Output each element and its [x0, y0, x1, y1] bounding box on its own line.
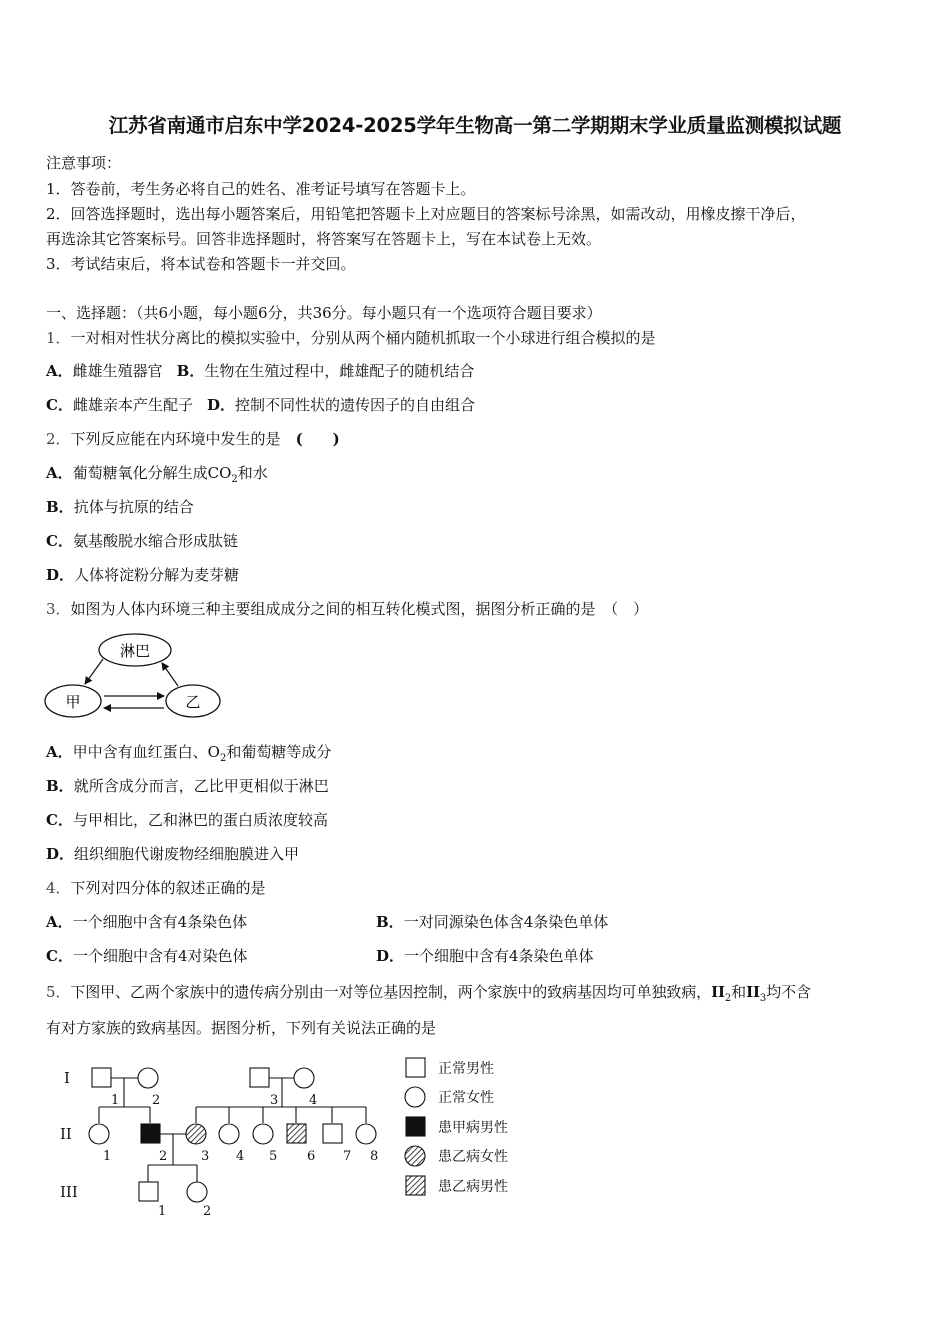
individual-number: 1 — [158, 1204, 167, 1215]
notice-item: 再选涂其它答案标号。回答非选择题时，将答案写在答题卡上，写在本试卷上无效。 — [46, 230, 602, 248]
section-heading: 一、选择题：（共6小题，每小题6分，共36分。每小题只有一个选项符合题目要求） — [46, 304, 602, 322]
option-a-text-end: 和水 — [237, 464, 268, 482]
ii1-female — [89, 1124, 109, 1144]
subscript: 2 — [724, 993, 732, 1004]
option-b-text: 生物在生殖过程中，雌雄配子的随机结合 — [204, 362, 475, 380]
option-a-text: 甲中含有血红蛋白、O — [72, 743, 220, 761]
option-b-label: B． — [46, 498, 74, 516]
question-number: 2． — [46, 430, 71, 448]
legend-normal-female-symbol — [405, 1087, 425, 1107]
subscript: 2 — [219, 753, 227, 764]
question-text: 一对相对性状分离比的模拟实验中，分别从两个桶内随机抓取一个小球进行组合模拟的是 — [70, 329, 656, 347]
option-b-label: B． — [176, 362, 205, 380]
question-4-option-b — [376, 911, 608, 932]
question-text: 下列对四分体的叙述正确的是 — [70, 879, 266, 897]
option-d-text: 控制不同性状的遗传因子的自由组合 — [234, 396, 475, 414]
notice-item: 3．考试结束后，将本试卷和答题卡一并交回。 — [46, 255, 356, 273]
page-title: 江苏省南通市启东中学2024-2025学年生物高一第二学期期末学业质量监测模拟试题 — [108, 114, 842, 137]
individual-number: 1 — [111, 1093, 120, 1108]
legend-disease-b-female-symbol — [405, 1146, 425, 1166]
option-b-label: B． — [376, 913, 404, 931]
question-2-option-d — [46, 564, 239, 585]
option-b-text: 抗体与抗原的结合 — [73, 498, 194, 516]
option-a-label: A． — [46, 913, 73, 931]
option-b-label: B． — [46, 777, 74, 795]
question-text: 下图甲、乙两个家族中的遗传病分别由一对等位基因控制，两个家族中的致病基因均可单独致病， — [70, 983, 712, 1001]
option-c-text: 一个细胞中含有4对染色体 — [72, 947, 248, 965]
question-5-stem-line-2: 有对方家族的致病基因。据图分析，下列有关说法正确的是 — [46, 1019, 437, 1037]
question-3-option-a — [46, 741, 331, 764]
lymph-label: 淋巴 — [119, 642, 151, 660]
option-d-label: D． — [46, 845, 75, 863]
ii8-female — [356, 1124, 376, 1144]
jia-label: 甲 — [65, 693, 81, 711]
legend-disease-a-male-symbol — [406, 1117, 425, 1136]
option-c-text: 雌雄亲本产生配子 — [72, 396, 193, 414]
legend-label: 患乙病男性 — [438, 1179, 508, 1195]
notice-item: 1．答卷前，考生务必将自己的姓名、准考证号填写在答题卡上。 — [46, 180, 476, 198]
question-5-stem — [46, 981, 811, 1004]
question-2-option-a — [46, 462, 268, 485]
option-c-label: C． — [46, 396, 73, 414]
generation-label: I — [64, 1069, 70, 1087]
ii5-female — [253, 1124, 273, 1144]
question-4-stem — [46, 877, 266, 898]
question-1-stem — [46, 327, 656, 348]
option-a-label: A． — [46, 743, 73, 761]
individual-number: 4 — [236, 1149, 245, 1164]
option-c-text: 与甲相比，乙和淋巴的蛋白质浓度较高 — [72, 811, 328, 829]
question-2-option-c — [46, 530, 238, 551]
option-a-text: 一个细胞中含有4条染色体 — [72, 913, 248, 931]
legend-label: 患乙病女性 — [438, 1149, 508, 1165]
individual-number: 6 — [307, 1149, 316, 1164]
arrow-lymph-to-jia — [85, 659, 103, 684]
ii4-female — [219, 1124, 239, 1144]
legend-disease-b-male-symbol — [406, 1176, 425, 1195]
question-4-option-c — [46, 945, 248, 966]
option-d-label: D． — [376, 947, 405, 965]
individual-number: 3 — [270, 1093, 279, 1108]
individual-number: 2 — [203, 1204, 212, 1215]
conjunction: 和 — [731, 983, 747, 1001]
option-d-text: 人体将淀粉分解为麦芽糖 — [74, 566, 240, 584]
question-number: 5． — [46, 983, 71, 1001]
question-4-option-d — [376, 945, 594, 966]
subscript: 2 — [231, 474, 238, 485]
option-a-text: 葡萄糖氧化分解生成CO — [72, 464, 232, 482]
question-text: 下列反应能在内环境中发生的是 — [70, 430, 281, 448]
arrow-yi-to-lymph — [162, 663, 178, 686]
individual-number: 1 — [103, 1149, 112, 1164]
question-4-option-a — [46, 911, 247, 932]
generation-label: III — [60, 1183, 78, 1201]
yi-label: 乙 — [185, 693, 201, 711]
question-text-end: 均不含 — [766, 983, 811, 1001]
question-number: 1． — [46, 329, 71, 347]
option-c-label: C． — [46, 532, 73, 550]
body-fluid-diagram — [40, 628, 230, 724]
option-a-label: A． — [46, 464, 73, 482]
option-a-text-end: 和葡萄糖等成分 — [226, 743, 332, 761]
individual-number: 2 — [152, 1093, 161, 1108]
legend-normal-male-symbol — [406, 1058, 425, 1077]
individual-ii2: II — [711, 983, 725, 1001]
ii6-affected-male-b — [287, 1124, 306, 1143]
pedigree-chart — [40, 1055, 540, 1215]
option-c-label: C． — [46, 947, 73, 965]
i3-male — [250, 1068, 269, 1087]
option-c-label: C． — [46, 811, 73, 829]
question-3-option-b — [46, 775, 329, 796]
question-3-option-d — [46, 843, 299, 864]
ii2-affected-male-a — [141, 1124, 160, 1143]
iii1-male — [139, 1182, 158, 1201]
i4-female — [294, 1068, 314, 1088]
question-number: 4． — [46, 879, 71, 897]
individual-number: 7 — [343, 1149, 352, 1164]
option-a-label: A． — [46, 362, 73, 380]
option-d-label: D． — [206, 396, 235, 414]
option-d-label: D． — [46, 566, 75, 584]
individual-number: 4 — [309, 1093, 318, 1108]
individual-ii3: II — [746, 983, 760, 1001]
legend-label: 正常女性 — [438, 1090, 494, 1106]
option-d-text: 一个细胞中含有4条染色单体 — [404, 947, 594, 965]
individual-number: 5 — [269, 1149, 278, 1164]
notice-heading: 注意事项： — [46, 154, 122, 172]
question-text: 如图为人体内环境三种主要组成成分之间的相互转化模式图，据图分析正确的是 — [70, 600, 596, 618]
question-3-stem — [46, 598, 648, 619]
option-a-text: 雌雄生殖器官 — [72, 362, 163, 380]
question-1-options-ab — [46, 360, 474, 381]
option-b-text: 就所含成分而言，乙比甲更相似于淋巴 — [73, 777, 329, 795]
individual-number: 8 — [370, 1149, 379, 1164]
iii2-female — [187, 1182, 207, 1202]
legend-label: 正常男性 — [438, 1061, 494, 1077]
ii7-male — [323, 1124, 342, 1143]
answer-paren: （ ） — [610, 600, 649, 618]
option-b-text: 一对同源染色体含4条染色单体 — [403, 913, 609, 931]
question-2-stem — [46, 428, 340, 449]
answer-paren: ( ) — [295, 430, 340, 448]
question-2-option-b — [46, 496, 194, 517]
ii3-affected-female-b — [186, 1124, 206, 1144]
subscript: 3 — [759, 993, 767, 1004]
question-number: 3． — [46, 600, 71, 618]
notice-item: 2．回答选择题时，选出每小题答案后，用铅笔把答题卡上对应题目的答案标号涂黑，如需改动，用橡皮擦干净后， — [46, 205, 806, 223]
question-3-option-c — [46, 809, 328, 830]
individual-number: 2 — [159, 1149, 168, 1164]
individual-number: 3 — [201, 1149, 210, 1164]
i2-female — [138, 1068, 158, 1088]
question-1-options-cd — [46, 394, 475, 415]
generation-label: II — [60, 1125, 72, 1143]
option-d-text: 组织细胞代谢废物经细胞膜进入甲 — [74, 845, 300, 863]
option-c-text: 氨基酸脱水缩合形成肽链 — [72, 532, 238, 550]
legend-label: 患甲病男性 — [438, 1120, 508, 1136]
i1-male — [92, 1068, 111, 1087]
